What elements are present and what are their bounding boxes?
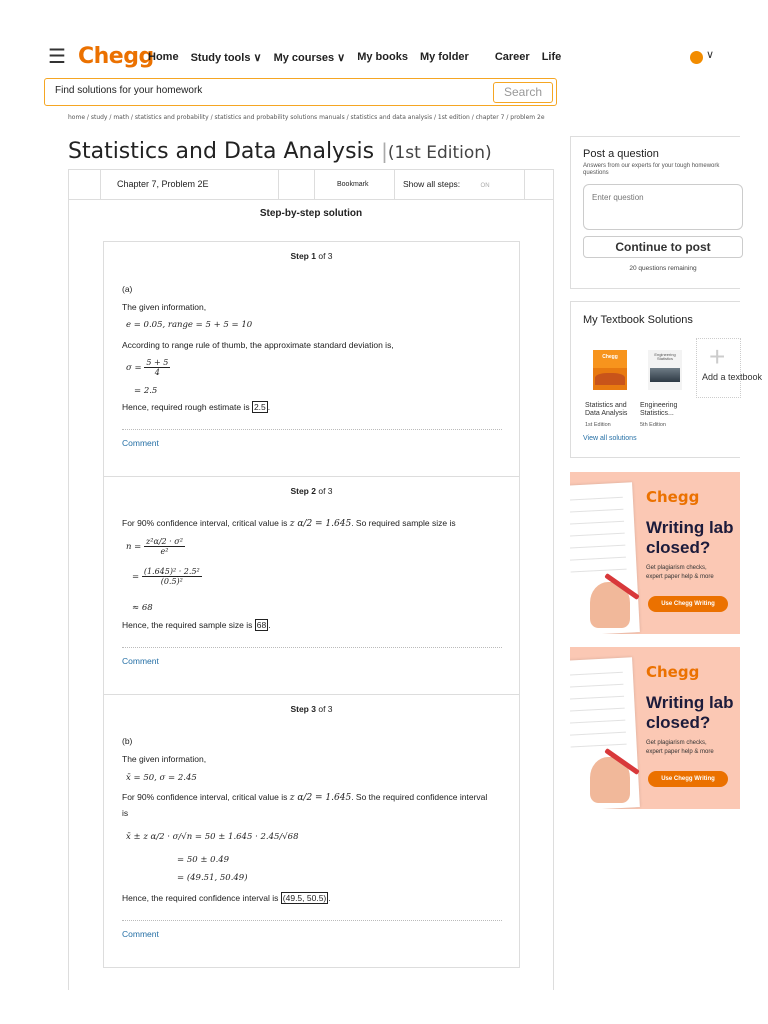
chegg-logo[interactable]: Chegg <box>78 44 154 69</box>
nav-my-folder[interactable]: My folder <box>419 51 469 63</box>
step-title: Step 2 of 3 <box>290 486 333 496</box>
book-cover[interactable]: Engineering Statistics <box>648 350 682 390</box>
step-math: σ = $\frac{5 + 5}{4}$ <box>126 358 169 377</box>
step-text: The given information, <box>122 754 207 764</box>
divider <box>122 647 502 648</box>
post-question-subtitle: Answers from our experts for your tough homework questions <box>583 163 720 176</box>
book-cover[interactable]: Chegg <box>593 350 627 390</box>
textbook-solutions-title: My Textbook Solutions <box>583 314 693 326</box>
step-text: For 90% confidence interval, critical value is z α/2 = 1.645. So the required confidence interval <box>122 792 488 803</box>
questions-remaining: 20 questions remaining <box>629 265 697 272</box>
add-textbook-label: Add a textbook <box>702 372 763 382</box>
nav-life[interactable]: Life <box>541 51 562 63</box>
chapter-bar <box>68 169 554 200</box>
problem-selector[interactable]: Chapter 7, Problem 2E <box>100 170 278 199</box>
show-steps-toggle[interactable]: ON <box>480 183 490 189</box>
step-math: = (49.51, 50.49) <box>177 873 248 883</box>
ad-logo: Chegg <box>646 663 700 681</box>
step-conclusion: Hence, the required sample size is 68 . <box>122 620 271 630</box>
nav-my-courses[interactable]: My courses ∨ <box>273 52 346 64</box>
avatar[interactable] <box>690 51 703 64</box>
nav-home[interactable]: Home <box>148 51 179 63</box>
step-text: According to range rule of thumb, the approximate standard deviation is, <box>122 340 394 350</box>
use-chegg-writing-button[interactable]: Use Chegg Writing <box>648 771 728 787</box>
continue-to-post-button[interactable]: Continue to post <box>583 236 743 258</box>
ad-body: Get plagiarism checks, expert paper help & more <box>646 565 714 580</box>
answer-box: 68 <box>256 620 267 630</box>
bar-spacer <box>278 170 314 199</box>
breadcrumb[interactable]: home / study / math / statistics and probability / statistics and probability solutions manuals / statistics and data analysis / 1st edition / chapter 7 / problem 2e <box>68 114 545 121</box>
book-edition: (1st Edition) <box>387 143 492 163</box>
book-title: Statistics and Data Analysis <box>68 139 375 164</box>
comment-link[interactable]: Comment <box>122 656 159 666</box>
nav-career[interactable]: Career <box>494 51 530 63</box>
step-math: = 2.5 <box>134 386 158 396</box>
comment-link[interactable]: Comment <box>122 929 159 939</box>
ad-logo: Chegg <box>646 488 700 506</box>
nav-my-books[interactable]: My books <box>357 51 408 63</box>
main-nav <box>148 51 573 64</box>
chegg-writing-ad[interactable] <box>570 647 740 809</box>
step-part: (b) <box>122 736 133 746</box>
step-card <box>103 476 520 695</box>
step-text: For 90% confidence interval, critical value is z α/2 = 1.645. So required sample size is <box>122 518 456 529</box>
step-title: Step 1 of 3 <box>290 251 333 261</box>
step-card <box>103 694 520 968</box>
title-divider: | <box>381 139 388 163</box>
search-input[interactable] <box>53 84 477 97</box>
step-text: The given information, <box>122 302 207 312</box>
answer-box: 2.5 <box>253 402 266 412</box>
page-title <box>68 139 492 164</box>
step-math: x̄ = 50, σ = 2.45 <box>126 773 197 783</box>
book-edition: 5th Edition <box>640 422 666 428</box>
hamburger-icon[interactable]: ☰ <box>48 46 66 68</box>
solution-heading: Step-by-step solution <box>259 208 363 219</box>
ad-headline: Writing lab closed? <box>646 693 734 732</box>
show-steps-label: Show all steps: <box>403 179 461 189</box>
step-text: is <box>122 808 129 818</box>
textbook-solutions-panel <box>570 301 763 458</box>
step-math: = 50 ± 0.49 <box>177 855 230 865</box>
search-bar <box>44 78 557 106</box>
add-textbook-button[interactable] <box>696 338 763 398</box>
nav-study-tools[interactable]: Study tools ∨ <box>190 52 262 64</box>
step-card <box>103 241 520 477</box>
ad-headline: Writing lab closed? <box>646 518 734 557</box>
step-math: = $\frac{\text{(1.645)² · 2.5²}}{\text{(0.5)²}}$ <box>132 567 200 586</box>
book-title[interactable]: Engineering Statistics... <box>640 402 678 417</box>
chevron-down-icon[interactable]: ∨ <box>706 49 715 61</box>
divider <box>122 920 502 921</box>
book-title[interactable]: Statistics and Data Analysis <box>585 402 628 417</box>
book-edition: 1st Edition <box>585 422 611 428</box>
view-all-solutions-link[interactable]: View all solutions <box>583 435 637 442</box>
step-math: n = $\frac{\text{z²α/2 · σ²}}{\text{e²}}$ <box>126 537 183 556</box>
step-math: x̄ ± z α/2 · σ/√n = 50 ± 1.645 · 2.45/√68 <box>126 832 299 842</box>
show-all-steps <box>394 170 524 199</box>
answer-box: (49.5, 50.5) <box>282 893 327 903</box>
comment-link[interactable]: Comment <box>122 438 159 448</box>
step-math: ≈ 68 <box>132 603 153 613</box>
post-question-panel <box>570 136 740 289</box>
ad-body: Get plagiarism checks, expert paper help & more <box>646 740 714 755</box>
search-button[interactable]: Search <box>493 82 553 103</box>
question-input[interactable] <box>583 184 743 230</box>
bookmark-button[interactable]: Bookmark <box>314 170 394 199</box>
step-title: Step 3 of 3 <box>290 704 333 714</box>
plus-icon: + <box>709 341 726 372</box>
step-part: (a) <box>122 284 133 294</box>
divider <box>122 429 502 430</box>
step-conclusion: Hence, the required confidence interval is (49.5, 50.5) . <box>122 893 331 903</box>
use-chegg-writing-button[interactable]: Use Chegg Writing <box>648 596 728 612</box>
step-math: e = 0.05, range = 5 + 5 = 10 <box>126 320 253 330</box>
post-question-title: Post a question <box>583 148 659 160</box>
bar-end <box>524 170 555 199</box>
step-conclusion: Hence, required rough estimate is 2.5 . <box>122 402 271 412</box>
chegg-writing-ad[interactable] <box>570 472 740 634</box>
